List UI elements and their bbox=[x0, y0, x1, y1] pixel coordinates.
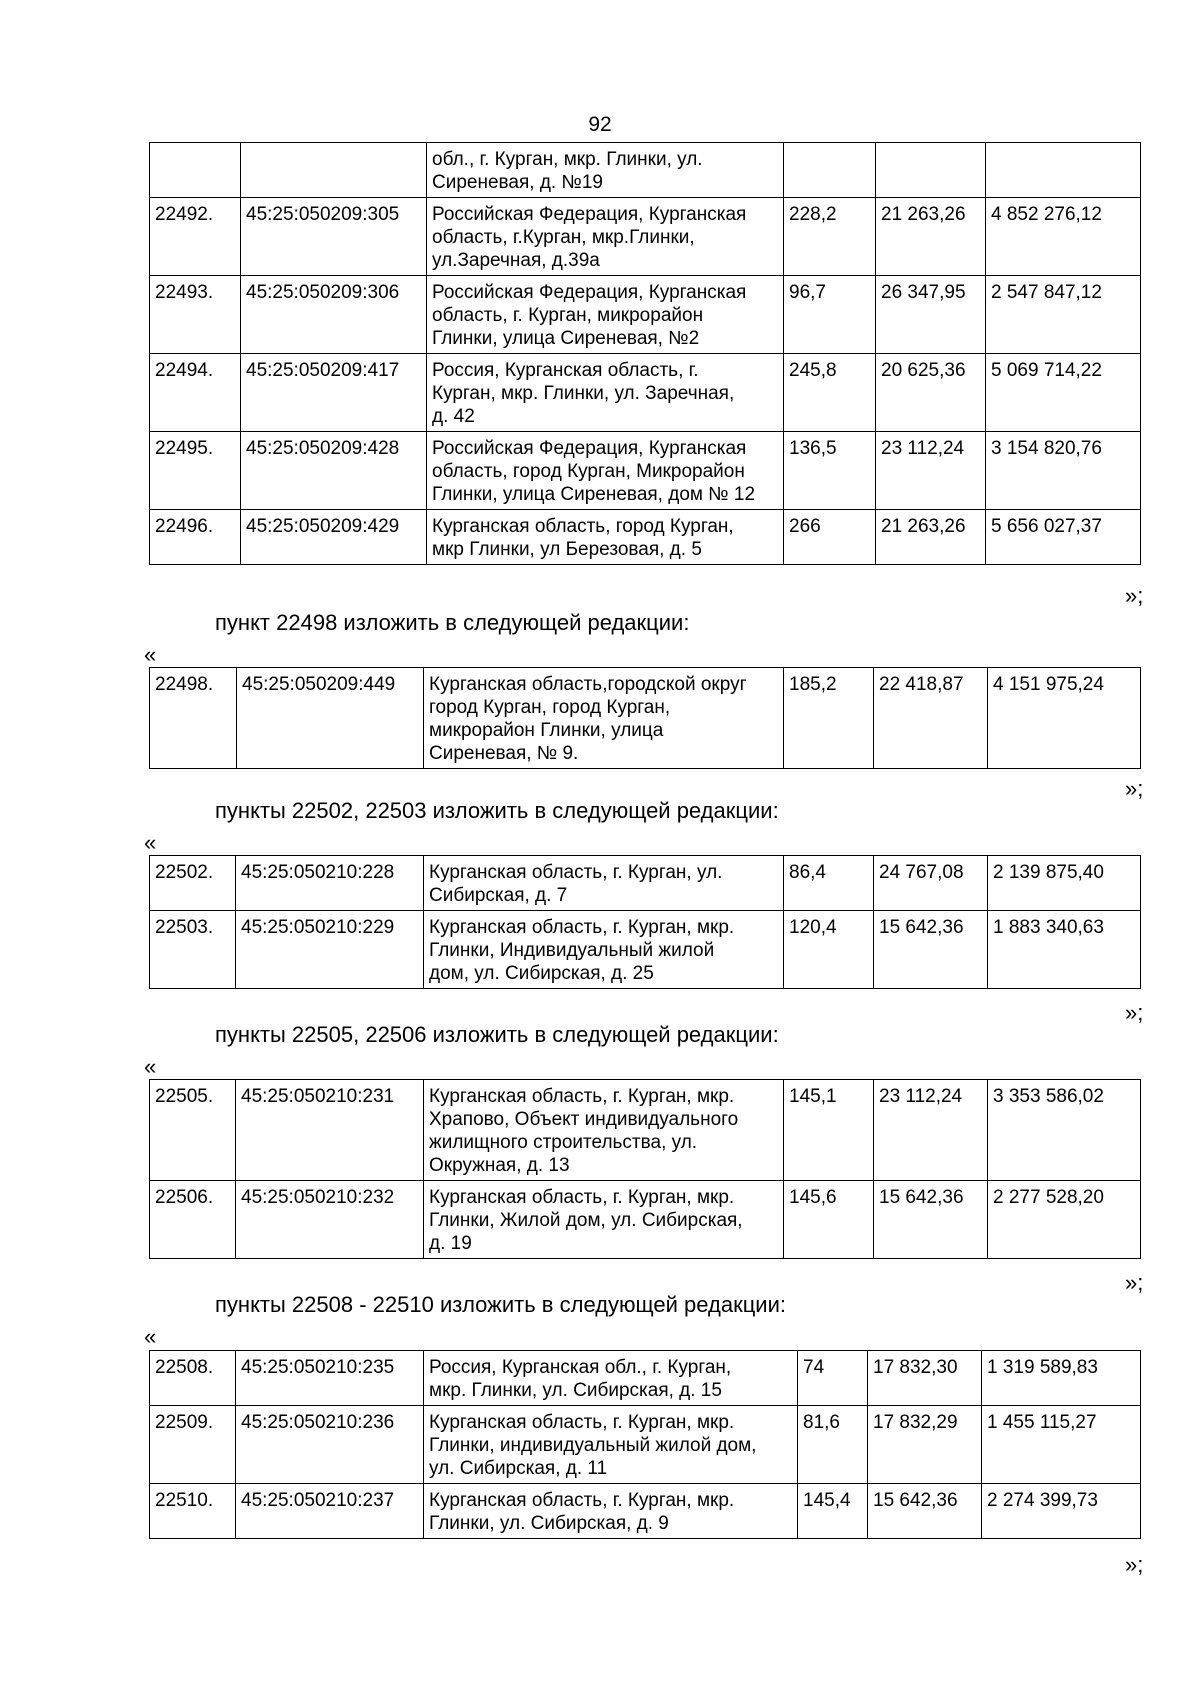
row-number-cell bbox=[150, 143, 241, 198]
cadastral-value-cell: 1 883 340,63 bbox=[988, 911, 1141, 989]
area-cell: 81,6 bbox=[798, 1406, 868, 1484]
cadastral-number-cell: 45:25:050209:429 bbox=[241, 510, 427, 565]
area-cell: 145,6 bbox=[784, 1181, 874, 1259]
price-per-unit-cell: 15 642,36 bbox=[868, 1484, 982, 1539]
cadastral-number-cell: 45:25:050210:237 bbox=[236, 1484, 424, 1539]
table-row bbox=[150, 432, 1141, 510]
address-cell: Курганская область, г. Курган, ул. Сибирская, д. 7 bbox=[424, 856, 784, 911]
table-row bbox=[150, 354, 1141, 432]
cadastral-number-cell: 45:25:050210:232 bbox=[236, 1181, 424, 1259]
row-number-cell: 22506. bbox=[150, 1181, 236, 1259]
area-cell: 145,4 bbox=[798, 1484, 868, 1539]
table-row bbox=[150, 276, 1141, 354]
cadastral-number-cell: 45:25:050209:306 bbox=[241, 276, 427, 354]
price-per-unit-cell: 15 642,36 bbox=[874, 911, 988, 989]
cadastral-number-cell: 45:25:050209:428 bbox=[241, 432, 427, 510]
table-row bbox=[150, 1181, 1141, 1259]
area-cell: 145,1 bbox=[784, 1080, 874, 1181]
price-per-unit-cell: 17 832,29 bbox=[868, 1406, 982, 1484]
registry-table-22502-22503 bbox=[149, 855, 1141, 989]
closing-quote: »; bbox=[1125, 776, 1144, 801]
table-row bbox=[150, 1406, 1141, 1484]
area-cell: 136,5 bbox=[784, 432, 876, 510]
address-cell: Российская Федерация, Курганская область, город Курган, Микрорайон Глинки, улица Сиреневая, дом № 12 bbox=[427, 432, 784, 510]
address-cell: Курганская область, город Курган, мкр Глинки, ул Березовая, д. 5 bbox=[427, 510, 784, 565]
row-number-cell: 22494. bbox=[150, 354, 241, 432]
area-cell bbox=[784, 143, 876, 198]
closing-quote: »; bbox=[1125, 583, 1144, 608]
cadastral-number-cell: 45:25:050209:417 bbox=[241, 354, 427, 432]
area-cell: 74 bbox=[798, 1351, 868, 1406]
price-per-unit-cell: 20 625,36 bbox=[876, 354, 986, 432]
price-per-unit-cell: 24 767,08 bbox=[874, 856, 988, 911]
row-number-cell: 22503. bbox=[150, 911, 236, 989]
section-heading: пункт 22498 изложить в следующей редакции: bbox=[215, 610, 690, 635]
section-heading: пункты 22502, 22503 изложить в следующей редакции: bbox=[215, 798, 779, 823]
page-number: 92 bbox=[588, 113, 612, 136]
price-per-unit-cell: 26 347,95 bbox=[876, 276, 986, 354]
price-per-unit-cell: 15 642,36 bbox=[874, 1181, 988, 1259]
registry-table-continuation bbox=[149, 142, 1141, 565]
address-cell: Курганская область,городской округ город Курган, город Курган, микрорайон Глинки, улица Сиреневая, № 9. bbox=[424, 668, 784, 769]
closing-quote: »; bbox=[1125, 1000, 1144, 1025]
row-number-cell: 22492. bbox=[150, 198, 241, 276]
address-cell: Курганская область, г. Курган, мкр. Храпово, Объект индивидуального жилищного строительства, ул. Окружная, д. 13 bbox=[424, 1080, 784, 1181]
table-row bbox=[150, 1080, 1141, 1181]
cadastral-value-cell: 5 069 714,22 bbox=[986, 354, 1141, 432]
row-number-cell: 22505. bbox=[150, 1080, 236, 1181]
row-number-cell: 22510. bbox=[150, 1484, 236, 1539]
area-cell: 96,7 bbox=[784, 276, 876, 354]
cadastral-value-cell: 3 353 586,02 bbox=[988, 1080, 1141, 1181]
cadastral-number-cell: 45:25:050210:229 bbox=[236, 911, 424, 989]
row-number-cell: 22495. bbox=[150, 432, 241, 510]
cadastral-value-cell: 2 547 847,12 bbox=[986, 276, 1141, 354]
cadastral-value-cell: 2 274 399,73 bbox=[982, 1484, 1141, 1539]
area-cell: 185,2 bbox=[784, 668, 874, 769]
cadastral-number-cell: 45:25:050210:235 bbox=[236, 1351, 424, 1406]
address-cell: Российская Федерация, Курганская область, г. Курган, микрорайон Глинки, улица Сиреневая, №2 bbox=[427, 276, 784, 354]
cadastral-value-cell: 2 277 528,20 bbox=[988, 1181, 1141, 1259]
row-number-cell: 22502. bbox=[150, 856, 236, 911]
cadastral-value-cell: 2 139 875,40 bbox=[988, 856, 1141, 911]
table-row bbox=[150, 911, 1141, 989]
cadastral-value-cell: 1 319 589,83 bbox=[982, 1351, 1141, 1406]
opening-quote: « bbox=[144, 642, 157, 667]
registry-table-22505-22506 bbox=[149, 1079, 1141, 1259]
address-cell: Курганская область, г. Курган, мкр. Глинки, Жилой дом, ул. Сибирская, д. 19 bbox=[424, 1181, 784, 1259]
cadastral-value-cell: 4 852 276,12 bbox=[986, 198, 1141, 276]
section-heading: пункты 22508 - 22510 изложить в следующей редакции: bbox=[215, 1292, 787, 1317]
row-number-cell: 22508. bbox=[150, 1351, 236, 1406]
price-per-unit-cell: 23 112,24 bbox=[876, 432, 986, 510]
registry-table-22508-22510 bbox=[149, 1350, 1141, 1539]
area-cell: 266 bbox=[784, 510, 876, 565]
row-number-cell: 22496. bbox=[150, 510, 241, 565]
address-cell: Россия, Курганская обл., г. Курган, мкр. Глинки, ул. Сибирская, д. 15 bbox=[424, 1351, 798, 1406]
table-row bbox=[150, 856, 1141, 911]
cadastral-value-cell: 3 154 820,76 bbox=[986, 432, 1141, 510]
area-cell: 245,8 bbox=[784, 354, 876, 432]
cadastral-number-cell bbox=[241, 143, 427, 198]
cadastral-value-cell bbox=[986, 143, 1141, 198]
cadastral-number-cell: 45:25:050210:231 bbox=[236, 1080, 424, 1181]
table-row bbox=[150, 143, 1141, 198]
opening-quote: « bbox=[144, 1054, 157, 1079]
closing-quote: »; bbox=[1125, 1270, 1144, 1295]
table-row bbox=[150, 198, 1141, 276]
table-row bbox=[150, 510, 1141, 565]
area-cell: 228,2 bbox=[784, 198, 876, 276]
table-row bbox=[150, 668, 1141, 769]
address-cell: Российская Федерация, Курганская область, г.Курган, мкр.Глинки, ул.Заречная, д.39а bbox=[427, 198, 784, 276]
closing-quote: »; bbox=[1125, 1552, 1144, 1577]
price-per-unit-cell: 21 263,26 bbox=[876, 510, 986, 565]
price-per-unit-cell bbox=[876, 143, 986, 198]
price-per-unit-cell: 21 263,26 bbox=[876, 198, 986, 276]
table-row bbox=[150, 1484, 1141, 1539]
area-cell: 86,4 bbox=[784, 856, 874, 911]
cadastral-value-cell: 4 151 975,24 bbox=[988, 668, 1141, 769]
registry-table-22498 bbox=[149, 667, 1141, 769]
price-per-unit-cell: 23 112,24 bbox=[874, 1080, 988, 1181]
table-row bbox=[150, 1351, 1141, 1406]
address-cell: Россия, Курганская область, г. Курган, мкр. Глинки, ул. Заречная, д. 42 bbox=[427, 354, 784, 432]
price-per-unit-cell: 22 418,87 bbox=[874, 668, 988, 769]
cadastral-number-cell: 45:25:050209:449 bbox=[237, 668, 424, 769]
opening-quote: « bbox=[144, 1324, 157, 1349]
row-number-cell: 22509. bbox=[150, 1406, 236, 1484]
address-cell: Курганская область, г. Курган, мкр. Глинки, Индивидуальный жилой дом, ул. Сибирская, д. 25 bbox=[424, 911, 784, 989]
price-per-unit-cell: 17 832,30 bbox=[868, 1351, 982, 1406]
cadastral-value-cell: 5 656 027,37 bbox=[986, 510, 1141, 565]
row-number-cell: 22498. bbox=[150, 668, 237, 769]
address-cell: Курганская область, г. Курган, мкр. Глинки, индивидуальный жилой дом, ул. Сибирская, д. 11 bbox=[424, 1406, 798, 1484]
cadastral-value-cell: 1 455 115,27 bbox=[982, 1406, 1141, 1484]
area-cell: 120,4 bbox=[784, 911, 874, 989]
row-number-cell: 22493. bbox=[150, 276, 241, 354]
cadastral-number-cell: 45:25:050210:228 bbox=[236, 856, 424, 911]
cadastral-number-cell: 45:25:050210:236 bbox=[236, 1406, 424, 1484]
opening-quote: « bbox=[144, 830, 157, 855]
address-cell: обл., г. Курган, мкр. Глинки, ул. Сиреневая, д. №19 bbox=[427, 143, 784, 198]
address-cell: Курганская область, г. Курган, мкр. Глинки, ул. Сибирская, д. 9 bbox=[424, 1484, 798, 1539]
cadastral-number-cell: 45:25:050209:305 bbox=[241, 198, 427, 276]
section-heading: пункты 22505, 22506 изложить в следующей редакции: bbox=[215, 1022, 779, 1047]
